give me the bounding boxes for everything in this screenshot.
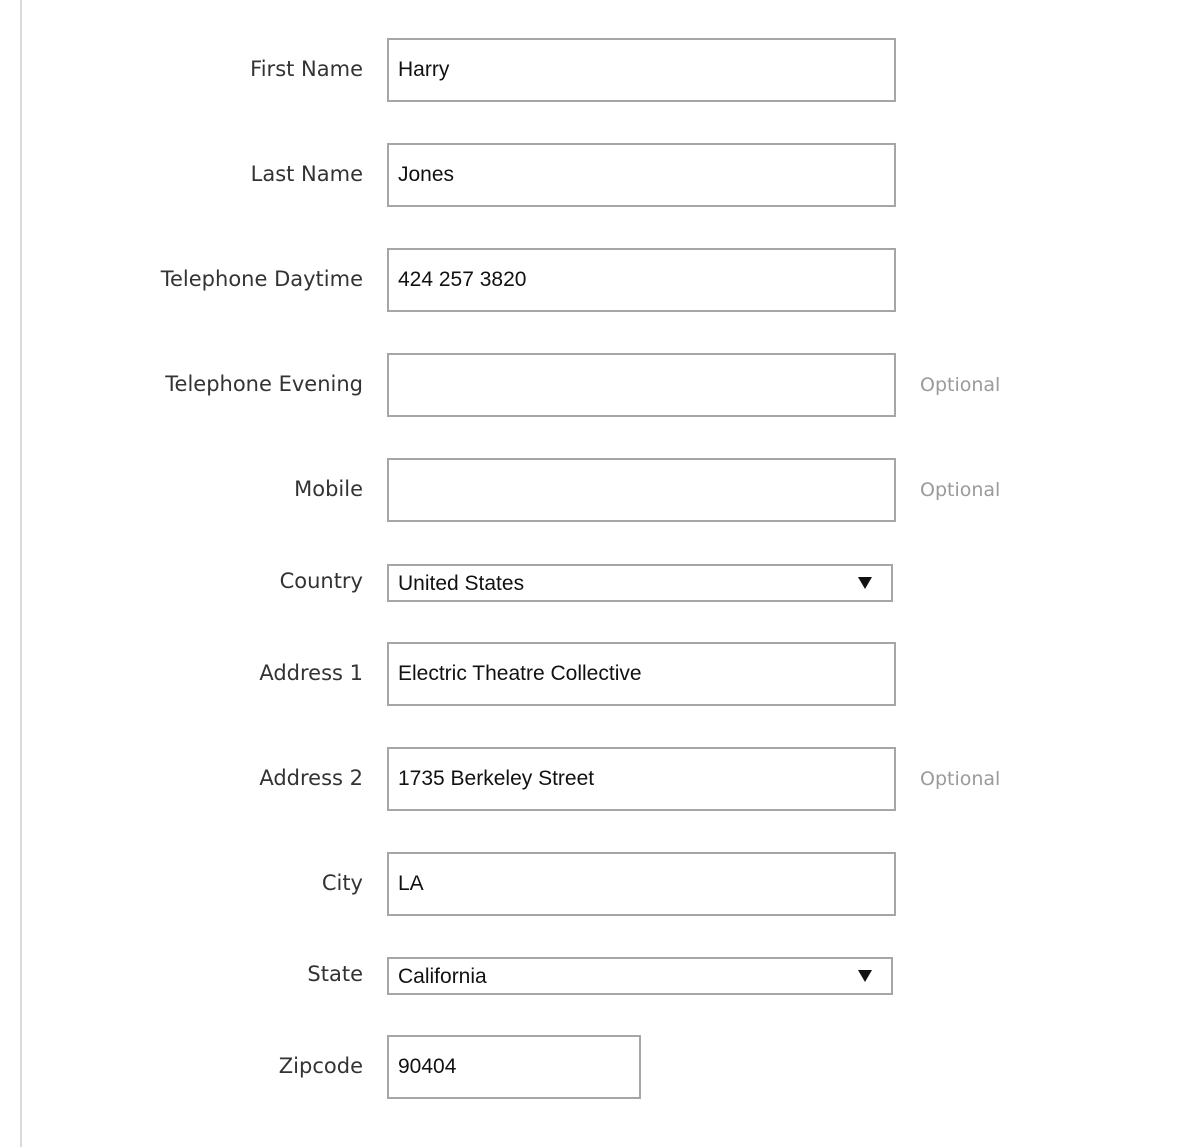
country-select-value: United States — [398, 572, 525, 595]
mobile-label: Mobile — [294, 477, 363, 501]
address2-input[interactable] — [387, 747, 896, 811]
dropdown-arrow-icon — [858, 970, 872, 982]
last-name-input[interactable] — [387, 143, 896, 207]
telephone-daytime-label: Telephone Daytime — [160, 267, 363, 291]
zipcode-label: Zipcode — [278, 1054, 363, 1078]
telephone-daytime-input[interactable] — [387, 248, 896, 312]
state-select-value: California — [398, 965, 487, 988]
address1-input[interactable] — [387, 642, 896, 706]
state-select[interactable] — [387, 957, 893, 995]
first-name-label: First Name — [250, 57, 363, 81]
left-border — [20, 0, 22, 1147]
address2-label: Address 2 — [259, 766, 363, 790]
telephone-evening-input[interactable] — [387, 353, 896, 417]
city-label: City — [321, 871, 363, 895]
dropdown-arrow-icon — [858, 577, 872, 589]
last-name-label: Last Name — [250, 162, 363, 186]
first-name-input[interactable] — [387, 38, 896, 102]
zipcode-input[interactable] — [387, 1035, 641, 1099]
country-label: Country — [279, 569, 363, 593]
address2-optional-note: Optional — [920, 768, 1001, 790]
city-input[interactable] — [387, 852, 896, 916]
state-label: State — [307, 962, 363, 986]
telephone-evening-label: Telephone Evening — [165, 372, 363, 396]
telephone-evening-optional-note: Optional — [920, 374, 1001, 396]
country-select[interactable] — [387, 564, 893, 602]
address1-label: Address 1 — [259, 661, 363, 685]
mobile-optional-note: Optional — [920, 479, 1001, 501]
mobile-input[interactable] — [387, 458, 896, 522]
